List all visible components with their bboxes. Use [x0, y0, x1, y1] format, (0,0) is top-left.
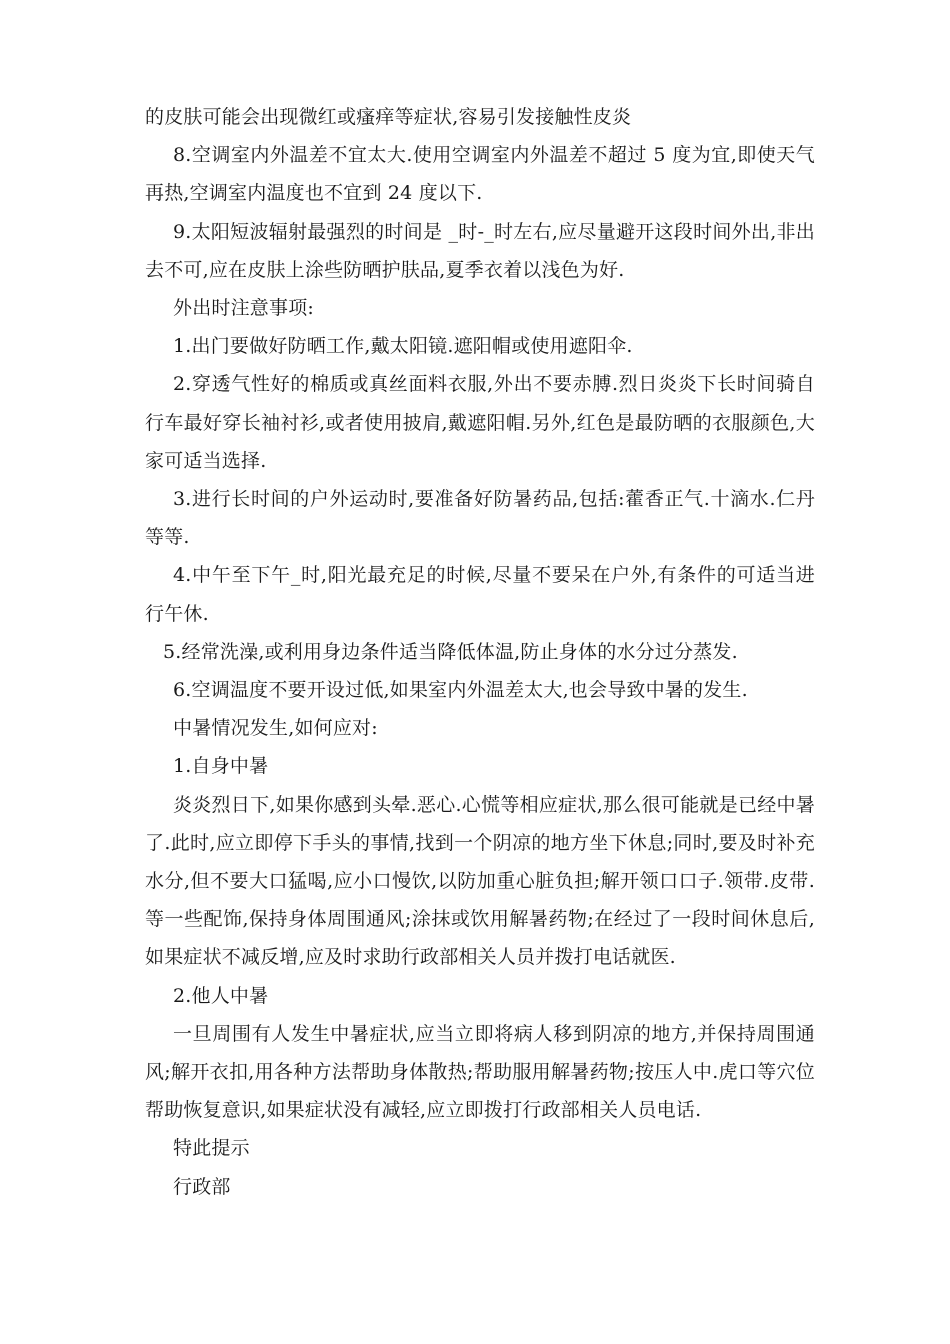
paragraph: 8.空调室内外温差不宜太大.使用空调室内外温差不超过 5 度为宜,即使天气再热,空调室内温度也不宜到 24 度以下. — [145, 144, 815, 205]
paragraph: 6.空调温度不要开设过低,如果室内外温差太大,也会导致中暑的发生. — [173, 679, 748, 702]
paragraph: 1.出门要做好防晒工作,戴太阳镜.遮阳帽或使用遮阳伞. — [173, 335, 633, 358]
paragraph: 9.太阳短波辐射最强烈的时间是 _时-_时左右,应尽量避开这段时间外出,非出去不可,应在皮肤上涂些防晒护肤品,夏季衣着以浅色为好. — [145, 220, 815, 281]
paragraph: 2.他人中暑 — [173, 984, 269, 1007]
paragraph: 一旦周围有人发生中暑症状,应当立即将病人移到阴凉的地方,并保持周围通风;解开衣扣,用各种方法帮助身体散热;帮助服用解暑药物;按压人中.虎口等穴位帮助恢复意识,如果症状没有减轻,应立即拨打行政部相关人员电话. — [145, 1022, 815, 1122]
paragraph: 炎炎烈日下,如果你感到头晕.恶心.心慌等相应症状,那么很可能就是已经中暑了.此时,应立即停下手头的事情,找到一个阴凉的地方坐下休息;同时,要及时补充水分,但不要大口猛喝,应小口慢饮,以防加重心脏负担;解开领口口子.领带.皮带.等一些配饰,保持身体周围通风;涂抹或饮用解暑药物;在经过了一段时间休息后,如果症状不减反增,应及时求助行政部相关人员并拨打电话就医. — [145, 793, 815, 969]
paragraph: 4.中午至下午_时,阳光最充足的时候,尽量不要呆在户外,有条件的可适当进行午休. — [145, 564, 815, 625]
paragraph: 行政部 — [173, 1175, 231, 1198]
paragraph: 外出时注意事项: — [173, 297, 315, 320]
paragraph: 特此提示 — [173, 1137, 250, 1160]
paragraph: 3.进行长时间的户外运动时,要准备好防暑药品,包括:藿香正气.十滴水.仁丹等等. — [145, 488, 815, 549]
document-body — [145, 98, 815, 1206]
paragraph: 1.自身中暑 — [173, 755, 269, 778]
paragraph: 中暑情况发生,如何应对: — [173, 717, 378, 740]
paragraph: 2.穿透气性好的棉质或真丝面料衣服,外出不要赤膊.烈日炎炎下长时间骑自行车最好穿长袖衬衫,或者使用披肩,戴遮阳帽.另外,红色是最防晒的衣服颜色,大家可适当选择. — [145, 373, 815, 472]
paragraph: 的皮肤可能会出现微红或瘙痒等症状,容易引发接触性皮炎 — [145, 106, 632, 128]
paragraph: 5.经常洗澡,或利用身边条件适当降低体温,防止身体的水分过分蒸发. — [163, 640, 738, 663]
